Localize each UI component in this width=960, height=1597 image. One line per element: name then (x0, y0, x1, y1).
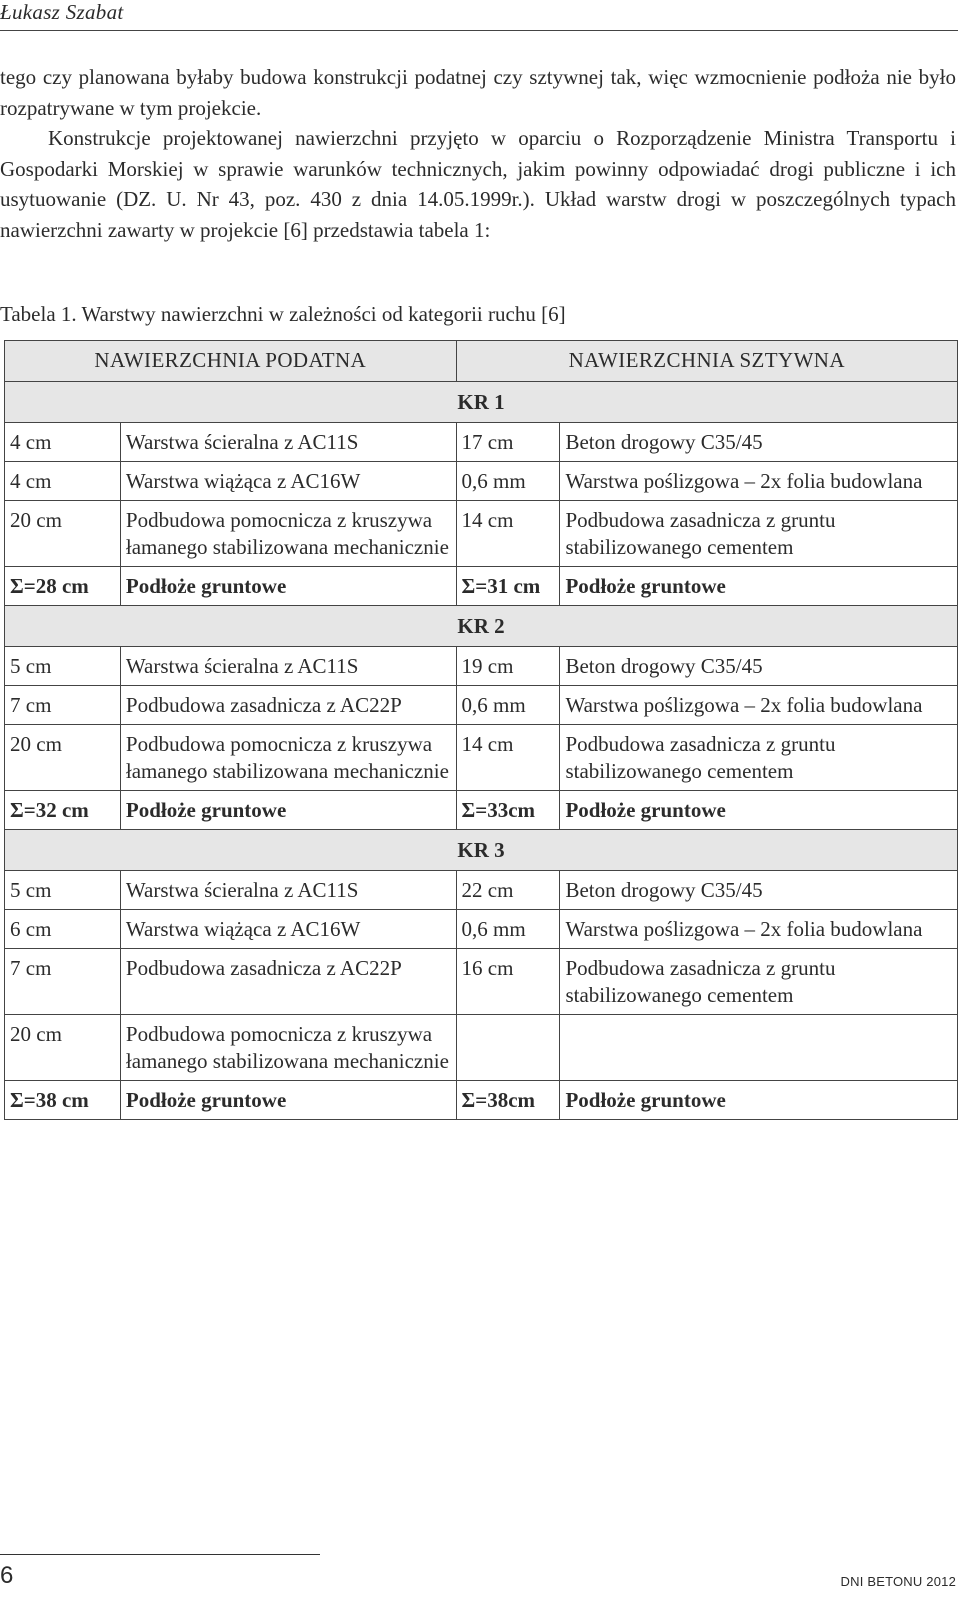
cell-layer-left: Podbudowa zasadnicza z AC22P (120, 949, 456, 1015)
cell-thickness-right: 14 cm (456, 501, 560, 567)
cell-thickness-left: 20 cm (5, 725, 121, 791)
cell-thickness-left: 5 cm (5, 871, 121, 910)
table-caption: Tabela 1. Warstwy nawierzchni w zależności od kategorii ruchu [6] (0, 302, 566, 326)
cell-layer-right: Beton drogowy C35/45 (560, 423, 958, 462)
paragraph-1: tego czy planowana byłaby budowa konstrukcji podatnej czy sztywnej tak, więc wzmocnienie podłoża nie było rozpatrywane w tym projekcie. (0, 65, 956, 120)
cell-sum-left: Σ=28 cm (5, 567, 121, 606)
cell-sum-left: Σ=32 cm (5, 791, 121, 830)
table-row (5, 949, 958, 1015)
cell-thickness-left: 20 cm (5, 501, 121, 567)
cell-thickness-left: 5 cm (5, 647, 121, 686)
sum-row (5, 791, 958, 830)
cell-layer-right: Beton drogowy C35/45 (560, 871, 958, 910)
cell-thickness-right: 14 cm (456, 725, 560, 791)
cell-layer-left: Podbudowa pomocnicza z kruszywa łamanego stabilizowana mechanicznie (120, 725, 456, 791)
cell-thickness-right: 16 cm (456, 949, 560, 1015)
journal-name: DNI BETONU 2012 (840, 1574, 956, 1589)
paragraph-2: Konstrukcje projektowanej nawierzchni przyjęto w oparciu o Rozporządzenie Ministra Transportu i Gospodarki Morskiej w sprawie warunków technicznych, jakim powinny odpowiadać drogi publiczne i ich usytuowanie (DZ. U. Nr 43, poz. 430 z dnia 14.05.1999r.). Układ warstw drogi w poszczególnych typach nawierzchni zawarty w projekcie [6] przedstawia tabela 1: (0, 126, 956, 242)
cell-layer-right: Warstwa poślizgowa – 2x folia budowlana (560, 910, 958, 949)
sum-row (5, 567, 958, 606)
table-row (5, 725, 958, 791)
table-row (5, 423, 958, 462)
cell-layer-right: Beton drogowy C35/45 (560, 647, 958, 686)
page-number: 6 (0, 1562, 14, 1589)
cell-thickness-left: 6 cm (5, 910, 121, 949)
table-row (5, 647, 958, 686)
cell-layer-left: Warstwa wiążąca z AC16W (120, 910, 456, 949)
cell-layer-right (560, 1015, 958, 1081)
cell-layer-right: Warstwa poślizgowa – 2x folia budowlana (560, 462, 958, 501)
pavement-layers-table (4, 340, 958, 1120)
cell-thickness-right: 19 cm (456, 647, 560, 686)
header-rule (0, 30, 958, 31)
cell-thickness-right: 0,6 mm (456, 686, 560, 725)
cell-subgrade-left: Podłoże gruntowe (120, 567, 456, 606)
cell-layer-left: Warstwa wiążąca z AC16W (120, 462, 456, 501)
cell-layer-left: Podbudowa pomocnicza z kruszywa łamanego stabilizowana mechanicznie (120, 501, 456, 567)
cell-layer-right: Warstwa poślizgowa – 2x folia budowlana (560, 686, 958, 725)
category-label: KR 2 (5, 606, 958, 647)
cell-layer-left: Warstwa ścieralna z AC11S (120, 871, 456, 910)
cell-thickness-right: 0,6 mm (456, 462, 560, 501)
cell-sum-right: Σ=33cm (456, 791, 560, 830)
sum-row (5, 1081, 958, 1120)
category-label: KR 3 (5, 830, 958, 871)
cell-thickness-left: 4 cm (5, 462, 121, 501)
table-row (5, 1015, 958, 1081)
cell-thickness-right: 17 cm (456, 423, 560, 462)
cell-thickness-right: 22 cm (456, 871, 560, 910)
cell-sum-right: Σ=38cm (456, 1081, 560, 1120)
cell-thickness-left: 4 cm (5, 423, 121, 462)
table-row (5, 501, 958, 567)
cell-thickness-left: 7 cm (5, 686, 121, 725)
cell-layer-right: Podbudowa zasadnicza z gruntu stabilizowanego cementem (560, 949, 958, 1015)
cell-layer-left: Warstwa ścieralna z AC11S (120, 423, 456, 462)
cell-layer-left: Podbudowa zasadnicza z AC22P (120, 686, 456, 725)
cell-thickness-right: 0,6 mm (456, 910, 560, 949)
table-row (5, 871, 958, 910)
cell-subgrade-right: Podłoże gruntowe (560, 567, 958, 606)
cell-subgrade-left: Podłoże gruntowe (120, 791, 456, 830)
running-header-author: Łukasz Szabat (0, 0, 124, 24)
cell-layer-right: Podbudowa zasadnicza z gruntu stabilizowanego cementem (560, 501, 958, 567)
category-row-kr2 (5, 606, 958, 647)
header-flexible-pavement: NAWIERZCHNIA PODATNA (5, 341, 457, 382)
cell-thickness-left: 7 cm (5, 949, 121, 1015)
table-row (5, 686, 958, 725)
cell-sum-right: Σ=31 cm (456, 567, 560, 606)
table-header-row (5, 341, 958, 382)
table-row (5, 462, 958, 501)
cell-layer-right: Podbudowa zasadnicza z gruntu stabilizowanego cementem (560, 725, 958, 791)
category-row-kr1 (5, 382, 958, 423)
category-row-kr3 (5, 830, 958, 871)
category-label: KR 1 (5, 382, 958, 423)
cell-subgrade-left: Podłoże gruntowe (120, 1081, 456, 1120)
header-rigid-pavement: NAWIERZCHNIA SZTYWNA (456, 341, 958, 382)
cell-sum-left: Σ=38 cm (5, 1081, 121, 1120)
cell-thickness-left: 20 cm (5, 1015, 121, 1081)
cell-thickness-right (456, 1015, 560, 1081)
body-text (0, 62, 956, 245)
table-row (5, 910, 958, 949)
cell-layer-left: Warstwa ścieralna z AC11S (120, 647, 456, 686)
footer-rule (0, 1554, 320, 1555)
cell-layer-left: Podbudowa pomocnicza z kruszywa łamanego stabilizowana mechanicznie (120, 1015, 456, 1081)
cell-subgrade-right: Podłoże gruntowe (560, 1081, 958, 1120)
cell-subgrade-right: Podłoże gruntowe (560, 791, 958, 830)
